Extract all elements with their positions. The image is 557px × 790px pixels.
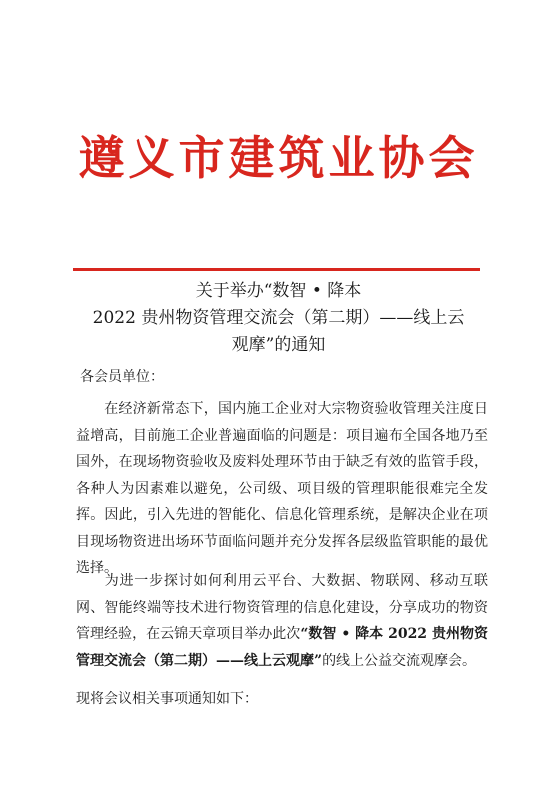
paragraph-2-text-end: 的线上公益交流观摩会。 <box>322 652 477 669</box>
paragraph-2-text-start: 为进一步探讨如何利用云平台、大数据、物联网、移动互联网、智能终端等技术进行物资管理的信息化建设，分享成功的物资管理经验，在云锦天章项目举办此次 <box>76 573 488 642</box>
event-name-bold: “数智 • 降本 2022 贵州物资管理交流会（第二期）——线上云观摩” <box>76 626 489 669</box>
organization-header: 遵义市建筑业协会 <box>78 131 479 185</box>
notice-title-line-3: 观摩”的通知 <box>231 335 326 355</box>
red-divider-line <box>73 268 480 271</box>
salutation: 各会员单位： <box>80 369 164 385</box>
notice-title-line-1: 关于举办“数智 • 降本 <box>195 281 362 301</box>
notice-title <box>60 278 497 359</box>
paragraph-purpose <box>76 568 488 674</box>
closing-line: 现将会议相关事项通知如下： <box>76 691 258 707</box>
notice-title-line-2: 2022 贵州物资管理交流会（第二期）——线上云 <box>92 308 465 328</box>
paragraph-1-text: 在经济新常态下，国内施工企业对大宗物资验收管理关注度日益增高，目前施工企业普遍面临的问题是：项目遍布全国各地乃至国外，在现场物资验收及废料处理环节由于缺乏有效的监管手段，各种人为因素难以避免，公司级、项目级的管理职能很难完全发挥。因此，引入先进的智能化、信息化管理系统，是解决企业在项目现场物资进出场环节面临问题并充分发挥各层级监管职能的最优选择。 <box>76 401 488 576</box>
paragraph-background <box>76 396 488 582</box>
